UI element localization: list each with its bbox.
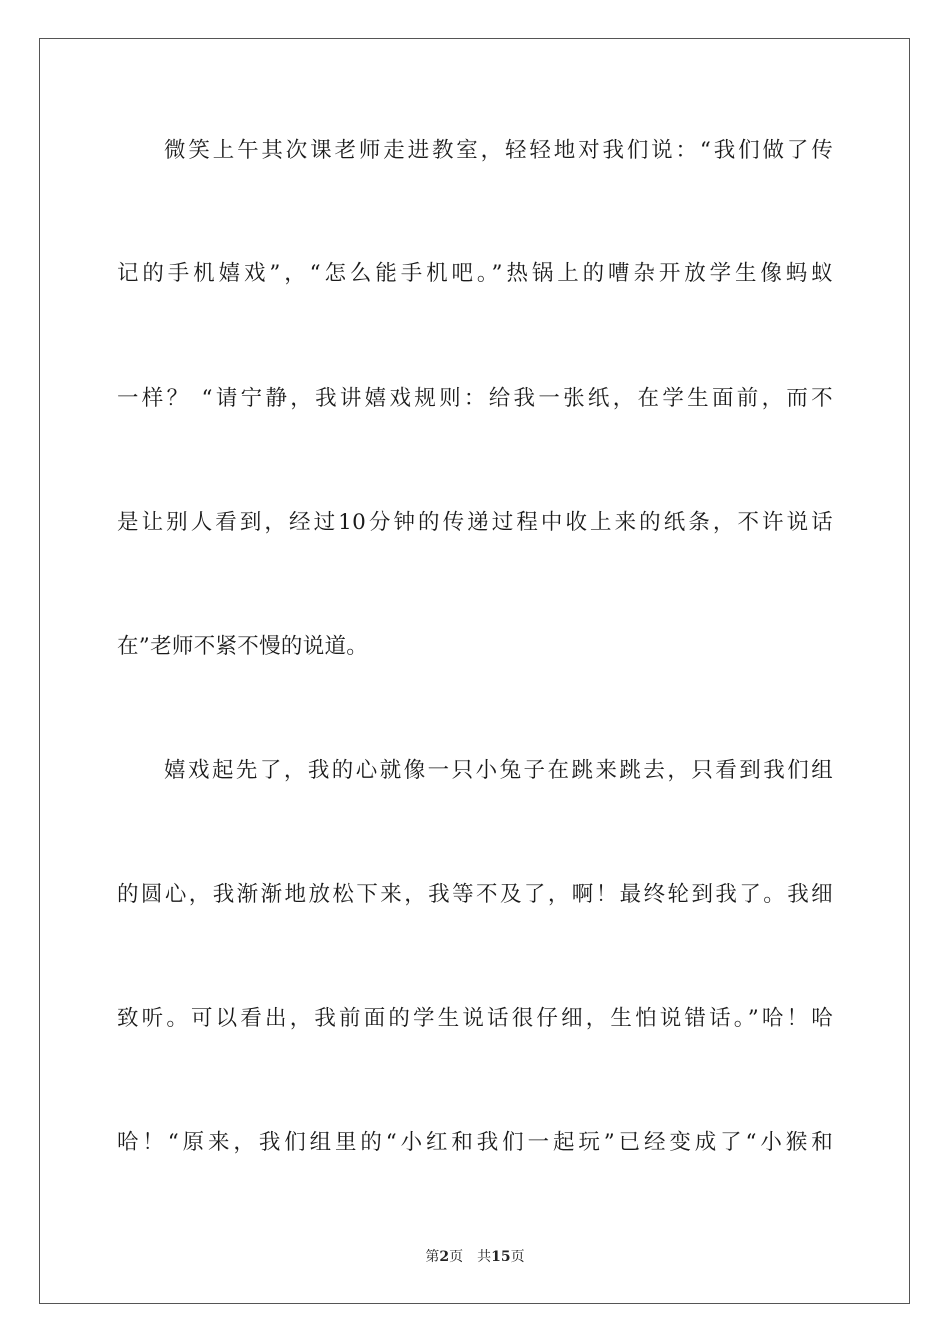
footer-page-prefix: 第	[425, 1249, 440, 1265]
text-line-6: 嬉戏起先了，我的心就像一只小兔子在跳来跳去，只看到我们组	[164, 758, 833, 783]
footer-total-suffix: 页	[510, 1249, 525, 1265]
text-line-1: 微笑上午其次课老师走进教室，轻轻地对我们说：“我们做了传	[164, 138, 833, 163]
footer-total-pages: 15	[491, 1249, 511, 1265]
text-line-9: 哈！“原来，我们组里的“小红和我们一起玩”已经变成了“小猴和	[117, 1130, 833, 1155]
text-line-3: 一样？ “请宁静，我讲嬉戏规则：给我一张纸，在学生面前，而不	[117, 386, 833, 411]
text-line-5: 在”老师不紧不慢的说道。	[117, 634, 369, 659]
footer-total-prefix: 共	[477, 1249, 492, 1265]
page-footer	[0, 1247, 950, 1267]
footer-page-number: 2	[439, 1249, 450, 1265]
page-border	[39, 38, 910, 1304]
text-line-8: 致听。可以看出，我前面的学生说话很仔细，生怕说错话。”哈！哈	[117, 1006, 833, 1031]
text-line-7: 的圆心，我渐渐地放松下来，我等不及了，啊！最终轮到我了。我细	[117, 882, 833, 907]
text-line-2: 记的手机嬉戏”，“怎么能手机吧。”热锅上的嘈杂开放学生像蚂蚁	[117, 261, 833, 286]
text-line-4: 是让别人看到，经过10分钟的传递过程中收上来的纸条，不许说话	[117, 510, 833, 535]
footer-page-suffix: 页	[449, 1249, 464, 1265]
